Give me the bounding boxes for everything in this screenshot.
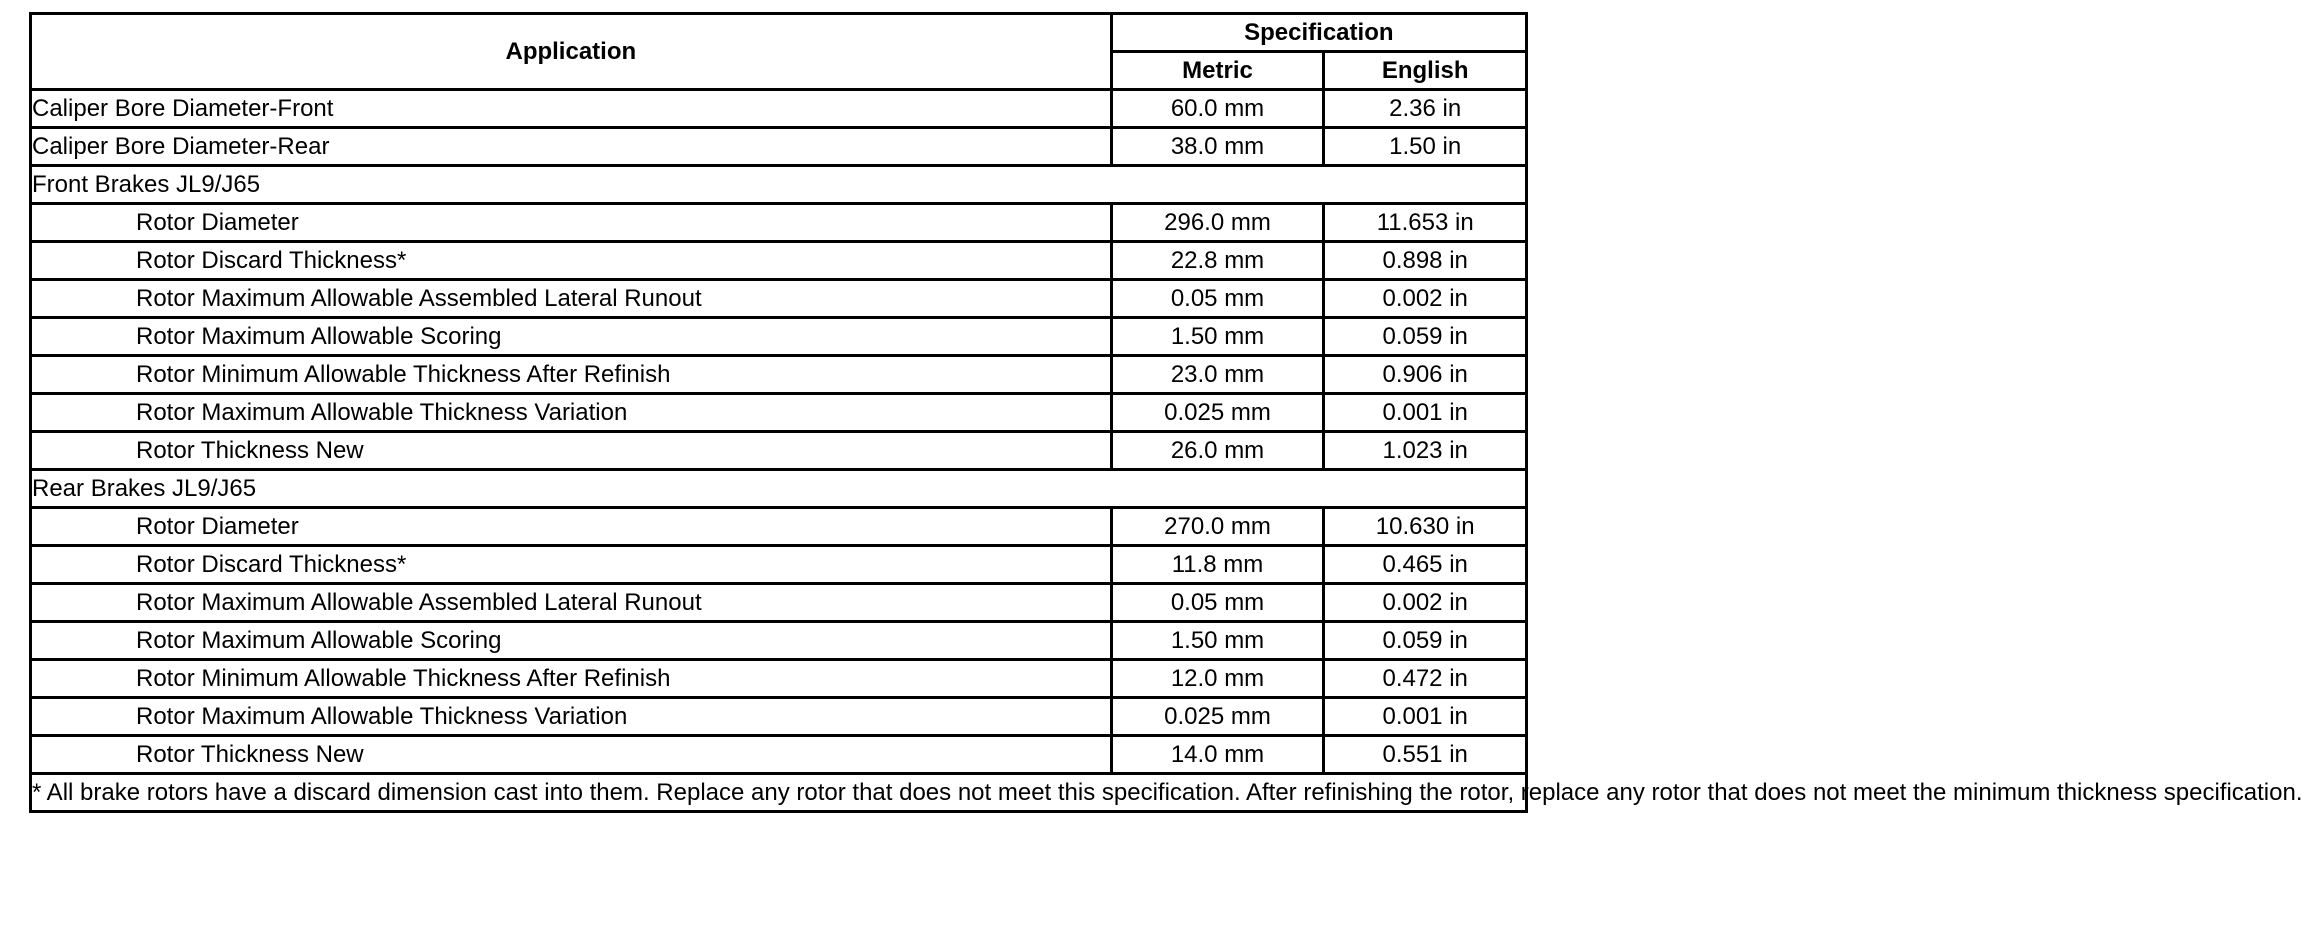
english-cell: 0.059 in	[1324, 622, 1527, 660]
group-label: Rear Brakes JL9/J65	[31, 470, 1527, 508]
specification-header: Specification	[1111, 14, 1526, 52]
table-header	[31, 14, 1527, 90]
metric-cell: 26.0 mm	[1111, 432, 1324, 470]
table-body	[31, 90, 1527, 774]
metric-cell: 0.05 mm	[1111, 280, 1324, 318]
application-cell: Rotor Diameter	[31, 204, 1112, 242]
application-header: Application	[31, 14, 1112, 90]
metric-cell: 14.0 mm	[1111, 736, 1324, 774]
metric-cell: 1.50 mm	[1111, 622, 1324, 660]
specification-table	[29, 12, 2302, 813]
application-cell: Rotor Diameter	[31, 508, 1112, 546]
metric-cell: 296.0 mm	[1111, 204, 1324, 242]
application-cell: Rotor Maximum Allowable Thickness Variation	[31, 698, 1112, 736]
english-cell: 1.023 in	[1324, 432, 1527, 470]
table-row	[31, 318, 1527, 356]
metric-cell: 38.0 mm	[1111, 128, 1324, 166]
table-row	[31, 204, 1527, 242]
application-cell: Caliper Bore Diameter-Rear	[31, 128, 1112, 166]
table-row	[31, 622, 1527, 660]
group-row	[31, 470, 1527, 508]
english-cell: 0.906 in	[1324, 356, 1527, 394]
group-row	[31, 166, 1527, 204]
metric-cell: 60.0 mm	[1111, 90, 1324, 128]
english-cell: 0.465 in	[1324, 546, 1527, 584]
metric-cell: 22.8 mm	[1111, 242, 1324, 280]
table-row	[31, 128, 1527, 166]
english-cell: 0.472 in	[1324, 660, 1527, 698]
english-cell: 10.630 in	[1324, 508, 1527, 546]
english-cell: 0.001 in	[1324, 394, 1527, 432]
table-row	[31, 698, 1527, 736]
application-cell: Rotor Minimum Allowable Thickness After Refinish	[31, 660, 1112, 698]
application-cell: Rotor Maximum Allowable Assembled Lateral Runout	[31, 280, 1112, 318]
application-cell: Rotor Thickness New	[31, 432, 1112, 470]
english-cell: 0.002 in	[1324, 280, 1527, 318]
table-row	[31, 280, 1527, 318]
table-row	[31, 356, 1527, 394]
metric-cell: 0.05 mm	[1111, 584, 1324, 622]
application-cell: Rotor Maximum Allowable Scoring	[31, 318, 1112, 356]
application-cell: Caliper Bore Diameter-Front	[31, 90, 1112, 128]
table-row	[31, 394, 1527, 432]
metric-cell: 11.8 mm	[1111, 546, 1324, 584]
metric-cell: 270.0 mm	[1111, 508, 1324, 546]
english-cell: 0.898 in	[1324, 242, 1527, 280]
table-row	[31, 584, 1527, 622]
english-cell: 1.50 in	[1324, 128, 1527, 166]
footnote: * All brake rotors have a discard dimension cast into them. Replace any rotor that does not meet this specification. After refinishing the rotor, replace any rotor that does not meet the minimum thickness specification.	[31, 774, 1527, 812]
application-cell: Rotor Maximum Allowable Thickness Variation	[31, 394, 1112, 432]
table-row	[31, 736, 1527, 774]
group-label: Front Brakes JL9/J65	[31, 166, 1527, 204]
table-row	[31, 546, 1527, 584]
english-cell: 2.36 in	[1324, 90, 1527, 128]
metric-cell: 0.025 mm	[1111, 394, 1324, 432]
metric-cell: 12.0 mm	[1111, 660, 1324, 698]
table-row	[31, 432, 1527, 470]
english-cell: 0.551 in	[1324, 736, 1527, 774]
application-cell: Rotor Discard Thickness*	[31, 546, 1112, 584]
metric-cell: 23.0 mm	[1111, 356, 1324, 394]
application-cell: Rotor Minimum Allowable Thickness After Refinish	[31, 356, 1112, 394]
application-cell: Rotor Maximum Allowable Assembled Lateral Runout	[31, 584, 1112, 622]
english-cell: 0.059 in	[1324, 318, 1527, 356]
application-cell: Rotor Discard Thickness*	[31, 242, 1112, 280]
metric-cell: 1.50 mm	[1111, 318, 1324, 356]
application-cell: Rotor Thickness New	[31, 736, 1112, 774]
english-cell: 0.001 in	[1324, 698, 1527, 736]
metric-cell: 0.025 mm	[1111, 698, 1324, 736]
english-cell: 11.653 in	[1324, 204, 1527, 242]
application-cell: Rotor Maximum Allowable Scoring	[31, 622, 1112, 660]
table-row	[31, 508, 1527, 546]
english-cell: 0.002 in	[1324, 584, 1527, 622]
table-row	[31, 660, 1527, 698]
english-header: English	[1324, 52, 1527, 90]
table-row	[31, 242, 1527, 280]
footnote-row	[31, 774, 1527, 812]
table-row	[31, 90, 1527, 128]
metric-header: Metric	[1111, 52, 1324, 90]
